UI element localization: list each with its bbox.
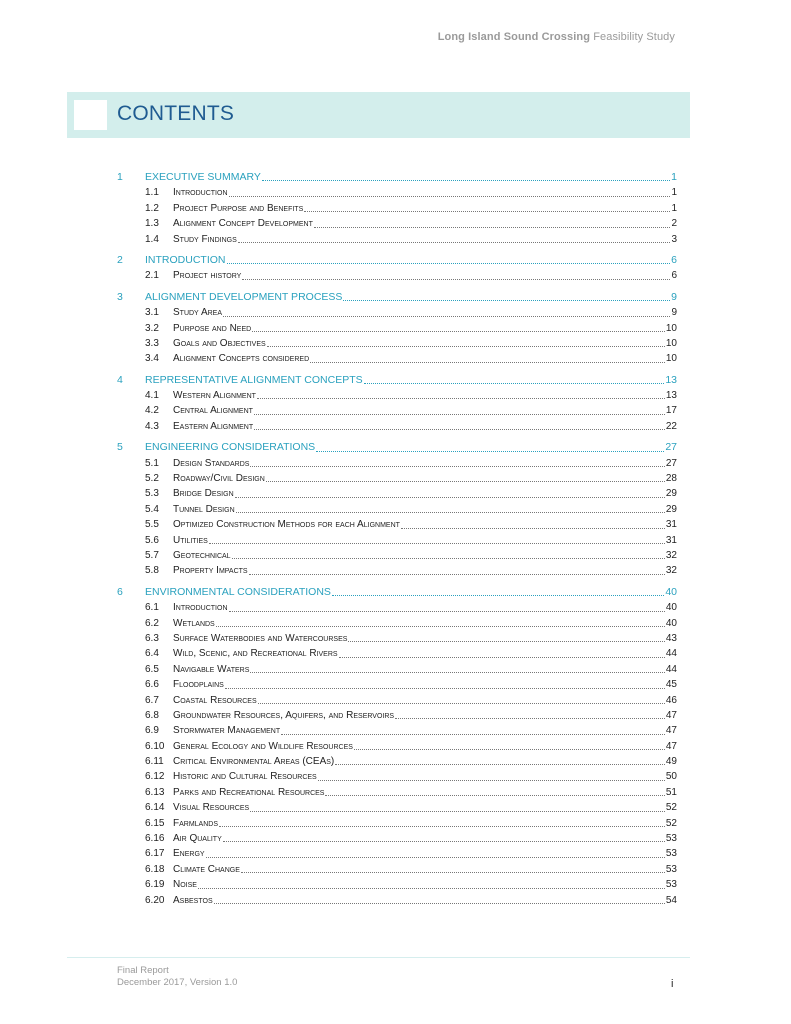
toc-dot-leader: [229, 196, 671, 197]
toc-entry-page: 51: [665, 786, 677, 798]
toc-dot-leader: [401, 528, 665, 529]
toc-entry-title: EXECUTIVE SUMMARY: [145, 171, 261, 183]
toc-entry-number: 6.13: [145, 786, 165, 798]
toc-subsection-entry[interactable]: [117, 600, 677, 615]
toc-dot-leader: [225, 688, 665, 689]
toc-entry-title: Study Area: [173, 307, 223, 319]
toc-dot-leader: [254, 429, 665, 430]
page-title: CONTENTS: [117, 102, 235, 125]
toc-subsection-entry[interactable]: [117, 321, 677, 336]
toc-entry-page: 43: [665, 632, 677, 644]
toc-entry-page: 6: [671, 270, 677, 282]
toc-dot-leader: [223, 316, 670, 317]
toc-entry-title: Introduction: [173, 187, 228, 199]
toc-entry-page: 53: [665, 833, 677, 845]
toc-entry-title: Project history: [173, 270, 242, 282]
toc-subsection-entry[interactable]: [117, 739, 677, 754]
toc-entry-page: 9: [671, 290, 677, 303]
toc-subsection-entry[interactable]: [117, 471, 677, 486]
toc-entry-page: 13: [665, 373, 677, 386]
toc-subsection-entry[interactable]: [117, 419, 677, 434]
toc-dot-leader: [339, 657, 665, 658]
toc-dot-leader: [198, 888, 665, 889]
toc-entry-number: 6.20: [145, 894, 165, 906]
toc-entry-number: 6.12: [145, 771, 165, 783]
toc-subsection-entry[interactable]: [117, 662, 677, 677]
toc-entry-number: 6.10: [145, 740, 165, 752]
toc-entry-page: 50: [665, 771, 677, 783]
toc-subsection-entry[interactable]: [117, 646, 677, 661]
toc-entry-page: 54: [665, 894, 677, 906]
contents-banner: [67, 92, 690, 138]
toc-section-entry[interactable]: [117, 585, 677, 600]
toc-entry-number: 3.4: [145, 353, 159, 365]
toc-subsection-entry[interactable]: [117, 456, 677, 471]
toc-entry-page: 1: [671, 171, 677, 183]
toc-entry-number: 6.8: [145, 709, 159, 721]
toc-entry-title: Surface Waterbodies and Watercourses: [173, 632, 348, 644]
toc-entry-number: 2.1: [145, 270, 159, 282]
toc-entry-number: 6.4: [145, 648, 159, 660]
toc-dot-leader: [235, 497, 665, 498]
toc-entry-title: Wild, Scenic, and Recreational Rivers: [173, 648, 338, 660]
toc-entry-number: 6.9: [145, 725, 159, 737]
toc-subsection-entry[interactable]: [117, 877, 677, 892]
toc-subsection-entry[interactable]: [117, 723, 677, 738]
toc-entry-title: Visual Resources: [173, 802, 250, 814]
toc-entry-page: 1: [671, 202, 677, 214]
toc-entry-number: 6.14: [145, 802, 165, 814]
toc-entry-number: 4.2: [145, 405, 159, 417]
toc-entry-page: 13: [665, 390, 677, 402]
toc-entry-page: 3: [671, 233, 677, 245]
toc-dot-leader: [236, 512, 665, 513]
toc-entry-number: 6.5: [145, 663, 159, 675]
toc-entry-title: Wetlands: [173, 617, 215, 629]
toc-entry-page: 40: [665, 602, 677, 614]
toc-subsection-entry[interactable]: [117, 502, 677, 517]
toc-dot-leader: [316, 451, 664, 452]
toc-entry-page: 2: [671, 218, 677, 230]
toc-entry-number: 5: [117, 441, 123, 454]
toc-entry-title: Introduction: [173, 602, 228, 614]
toc-entry-title: Roadway/Civil Design: [173, 473, 265, 485]
toc-dot-leader: [232, 558, 665, 559]
toc-entry-title: Coastal Resources: [173, 694, 257, 706]
toc-entry-title: Goals and Objectives: [173, 337, 266, 349]
toc-entry-page: 29: [665, 503, 677, 515]
toc-entry-page: 53: [665, 863, 677, 875]
toc-entry-number: 3.1: [145, 307, 159, 319]
header-title-light: Feasibility Study: [593, 31, 675, 43]
toc-dot-leader: [343, 300, 670, 301]
page-number: i: [671, 978, 674, 990]
toc-dot-leader: [238, 242, 671, 243]
toc-entry-number: 5.7: [145, 549, 159, 561]
toc-entry-title: Groundwater Resources, Aquifers, and Reservoirs: [173, 709, 395, 721]
toc-entry-number: 6.11: [145, 756, 164, 768]
toc-entry-number: 6.6: [145, 679, 159, 691]
toc-dot-leader: [395, 718, 665, 719]
toc-subsection-entry[interactable]: [117, 769, 677, 784]
toc-subsection-entry[interactable]: [117, 846, 677, 861]
toc-dot-leader: [335, 764, 665, 765]
toc-entry-title: Bridge Design: [173, 488, 234, 500]
toc-subsection-entry[interactable]: [117, 486, 677, 501]
toc-entry-number: 4.1: [145, 390, 159, 402]
toc-subsection-entry[interactable]: [117, 616, 677, 631]
toc-entry-title: INTRODUCTION: [145, 253, 226, 266]
table-of-contents: [117, 170, 677, 908]
toc-dot-leader: [227, 263, 671, 264]
toc-entry-page: 44: [665, 648, 677, 660]
toc-entry-page: 46: [665, 694, 677, 706]
toc-subsection-entry[interactable]: [117, 185, 677, 200]
toc-subsection-entry[interactable]: [117, 548, 677, 563]
toc-entry-page: 47: [665, 725, 677, 737]
toc-subsection-entry[interactable]: [117, 305, 677, 320]
toc-entry-number: 6.1: [145, 602, 159, 614]
toc-entry-title: Parks and Recreational Resources: [173, 786, 325, 798]
toc-entry-title: ENGINEERING CONSIDERATIONS: [145, 441, 316, 454]
toc-dot-leader: [310, 362, 665, 363]
toc-dot-leader: [229, 611, 665, 612]
toc-entry-number: 5.4: [145, 503, 159, 515]
toc-entry-title: Farmlands: [173, 817, 219, 829]
banner-square: [74, 100, 107, 130]
document-header: [438, 31, 675, 43]
toc-entry-title: Purpose and Need: [173, 322, 252, 334]
toc-entry-number: 5.3: [145, 488, 159, 500]
toc-entry-title: Navigable Waters: [173, 663, 250, 675]
toc-entry-number: 4.3: [145, 420, 159, 432]
toc-entry-title: Optimized Construction Methods for each Alignment: [173, 519, 400, 531]
toc-entry-title: Alignment Concepts considered: [173, 353, 310, 365]
toc-entry-title: Energy: [173, 848, 205, 860]
toc-entry-number: 2: [117, 253, 123, 266]
toc-entry-number: 3.2: [145, 322, 159, 334]
toc-entry-title: Geotechnical: [173, 549, 231, 561]
toc-entry-number: 3: [117, 290, 123, 303]
header-title-bold: Long Island Sound Crossing: [437, 31, 591, 43]
toc-entry-title: Floodplains: [173, 679, 224, 691]
toc-entry-number: 1.2: [145, 202, 159, 214]
toc-subsection-entry[interactable]: [117, 268, 677, 283]
toc-subsection-entry[interactable]: [117, 201, 677, 216]
toc-entry-number: 4: [117, 373, 123, 386]
toc-entry-number: 6.3: [145, 632, 159, 644]
toc-dot-leader: [314, 227, 671, 228]
toc-entry-page: 49: [665, 756, 677, 768]
toc-entry-page: 29: [665, 488, 677, 500]
toc-dot-leader: [262, 180, 670, 181]
toc-entry-number: 5.8: [145, 565, 159, 577]
toc-entry-title: Property Impacts: [173, 565, 248, 577]
toc-subsection-entry[interactable]: [117, 388, 677, 403]
toc-entry-number: 1.1: [145, 187, 159, 199]
toc-entry-page: 47: [665, 740, 677, 752]
toc-entry-number: 6.19: [145, 879, 165, 891]
toc-entry-number: 5.5: [145, 519, 159, 531]
toc-entry-title: Historic and Cultural Resources: [173, 771, 317, 783]
toc-entry-page: 10: [665, 353, 677, 365]
toc-subsection-entry[interactable]: [117, 785, 677, 800]
toc-section-entry[interactable]: [117, 253, 677, 268]
toc-entry-page: 40: [665, 585, 677, 598]
toc-entry-number: 6.7: [145, 694, 159, 706]
toc-entry-title: Climate Change: [173, 863, 240, 875]
toc-entry-page: 27: [665, 457, 677, 469]
toc-dot-leader: [267, 346, 665, 347]
toc-entry-title: Central Alignment: [173, 405, 253, 417]
toc-entry-page: 9: [671, 307, 677, 319]
footer-report-label: Final Report: [117, 965, 169, 976]
toc-entry-number: 5.2: [145, 473, 159, 485]
toc-subsection-entry[interactable]: [117, 677, 677, 692]
toc-dot-leader: [242, 279, 670, 280]
toc-entry-title: Asbestos: [173, 894, 213, 906]
toc-subsection-entry[interactable]: [117, 862, 677, 877]
toc-entry-page: 52: [665, 817, 677, 829]
toc-entry-number: 6.2: [145, 617, 159, 629]
toc-dot-leader: [206, 857, 665, 858]
toc-entry-page: 31: [665, 534, 677, 546]
toc-entry-page: 47: [665, 709, 677, 721]
toc-entry-number: 1: [117, 171, 123, 183]
toc-entry-page: 32: [665, 549, 677, 561]
toc-subsection-entry[interactable]: [117, 816, 677, 831]
toc-subsection-entry[interactable]: [117, 351, 677, 366]
toc-entry-title: Design Standards: [173, 457, 250, 469]
toc-entry-page: 6: [671, 253, 677, 266]
toc-dot-leader: [209, 543, 665, 544]
toc-subsection-entry[interactable]: [117, 216, 677, 231]
toc-entry-title: Alignment Concept Development: [173, 218, 313, 230]
toc-entry-title: Tunnel Design: [173, 503, 235, 515]
footer: [117, 965, 237, 989]
toc-dot-leader: [254, 414, 665, 415]
toc-entry-page: 10: [665, 337, 677, 349]
toc-entry-page: 44: [665, 663, 677, 675]
toc-entry-number: 6.15: [145, 817, 165, 829]
toc-entry-number: 6.16: [145, 833, 165, 845]
toc-dot-leader: [249, 574, 665, 575]
toc-dot-leader: [257, 398, 665, 399]
toc-dot-leader: [216, 626, 665, 627]
toc-section-entry[interactable]: [117, 290, 677, 305]
toc-dot-leader: [354, 749, 665, 750]
toc-subsection-entry[interactable]: [117, 517, 677, 532]
toc-entry-page: 10: [665, 322, 677, 334]
toc-entry-title: Noise: [173, 879, 197, 891]
toc-entry-page: 17: [665, 405, 677, 417]
toc-entry-page: 27: [665, 441, 677, 454]
toc-entry-number: 6.18: [145, 863, 165, 875]
toc-entry-number: 1.3: [145, 218, 159, 230]
toc-entry-page: 45: [665, 679, 677, 691]
toc-subsection-entry[interactable]: [117, 533, 677, 548]
toc-subsection-entry[interactable]: [117, 232, 677, 247]
toc-section-entry[interactable]: [117, 440, 677, 455]
toc-dot-leader: [348, 641, 664, 642]
toc-entry-title: Utilities: [173, 534, 208, 546]
toc-entry-title: Project Purpose and Benefits: [173, 202, 304, 214]
toc-dot-leader: [250, 811, 665, 812]
toc-dot-leader: [223, 841, 665, 842]
toc-entry-title: Critical Environmental Areas (CEAs): [173, 756, 335, 768]
toc-entry-title: General Ecology and Wildlife Resources: [173, 740, 353, 752]
toc-dot-leader: [325, 795, 664, 796]
toc-subsection-entry[interactable]: [117, 893, 677, 908]
toc-dot-leader: [258, 703, 665, 704]
toc-entry-page: 22: [665, 420, 677, 432]
toc-subsection-entry[interactable]: [117, 708, 677, 723]
toc-dot-leader: [304, 211, 670, 212]
toc-dot-leader: [281, 734, 665, 735]
toc-entry-title: ALIGNMENT DEVELOPMENT PROCESS: [145, 290, 343, 303]
toc-entry-number: 5.1: [145, 457, 159, 469]
toc-section-entry[interactable]: [117, 170, 677, 185]
toc-subsection-entry[interactable]: [117, 831, 677, 846]
toc-dot-leader: [250, 672, 665, 673]
toc-dot-leader: [266, 481, 665, 482]
toc-entry-page: 28: [665, 473, 677, 485]
toc-entry-page: 32: [665, 565, 677, 577]
toc-entry-title: Stormwater Management: [173, 725, 281, 737]
toc-dot-leader: [219, 826, 665, 827]
toc-entry-number: 3.3: [145, 337, 159, 349]
toc-entry-number: 6.17: [145, 848, 165, 860]
toc-subsection-entry[interactable]: [117, 631, 677, 646]
toc-section-entry[interactable]: [117, 373, 677, 388]
toc-subsection-entry[interactable]: [117, 754, 677, 769]
toc-entry-title: Eastern Alignment: [173, 420, 254, 432]
toc-dot-leader: [252, 331, 665, 332]
footer-version: December 2017, Version 1.0: [117, 977, 238, 988]
toc-entry-title: REPRESENTATIVE ALIGNMENT CONCEPTS: [145, 373, 363, 386]
toc-entry-title: Air Quality: [173, 833, 222, 845]
toc-dot-leader: [241, 872, 665, 873]
toc-entry-page: 40: [665, 617, 677, 629]
toc-entry-page: 52: [665, 802, 677, 814]
toc-dot-leader: [250, 466, 664, 467]
toc-dot-leader: [318, 780, 665, 781]
toc-dot-leader: [364, 383, 665, 384]
toc-entry-number: 5.6: [145, 534, 159, 546]
toc-entry-page: 53: [665, 848, 677, 860]
toc-entry-title: ENVIRONMENTAL CONSIDERATIONS: [145, 585, 331, 598]
toc-entry-title: Western Alignment: [173, 390, 256, 402]
toc-entry-number: 1.4: [145, 233, 159, 245]
toc-subsection-entry[interactable]: [117, 336, 677, 351]
footer-divider: [67, 957, 690, 958]
toc-dot-leader: [214, 903, 665, 904]
toc-subsection-entry[interactable]: [117, 403, 677, 418]
toc-subsection-entry[interactable]: [117, 800, 677, 815]
toc-entry-page: 31: [665, 519, 677, 531]
toc-entry-title: Study Findings: [173, 233, 237, 245]
toc-entry-page: 53: [665, 879, 677, 891]
toc-entry-page: 1: [671, 187, 677, 199]
toc-entry-number: 6: [117, 585, 123, 598]
toc-subsection-entry[interactable]: [117, 693, 677, 708]
toc-subsection-entry[interactable]: [117, 563, 677, 578]
toc-dot-leader: [332, 595, 664, 596]
